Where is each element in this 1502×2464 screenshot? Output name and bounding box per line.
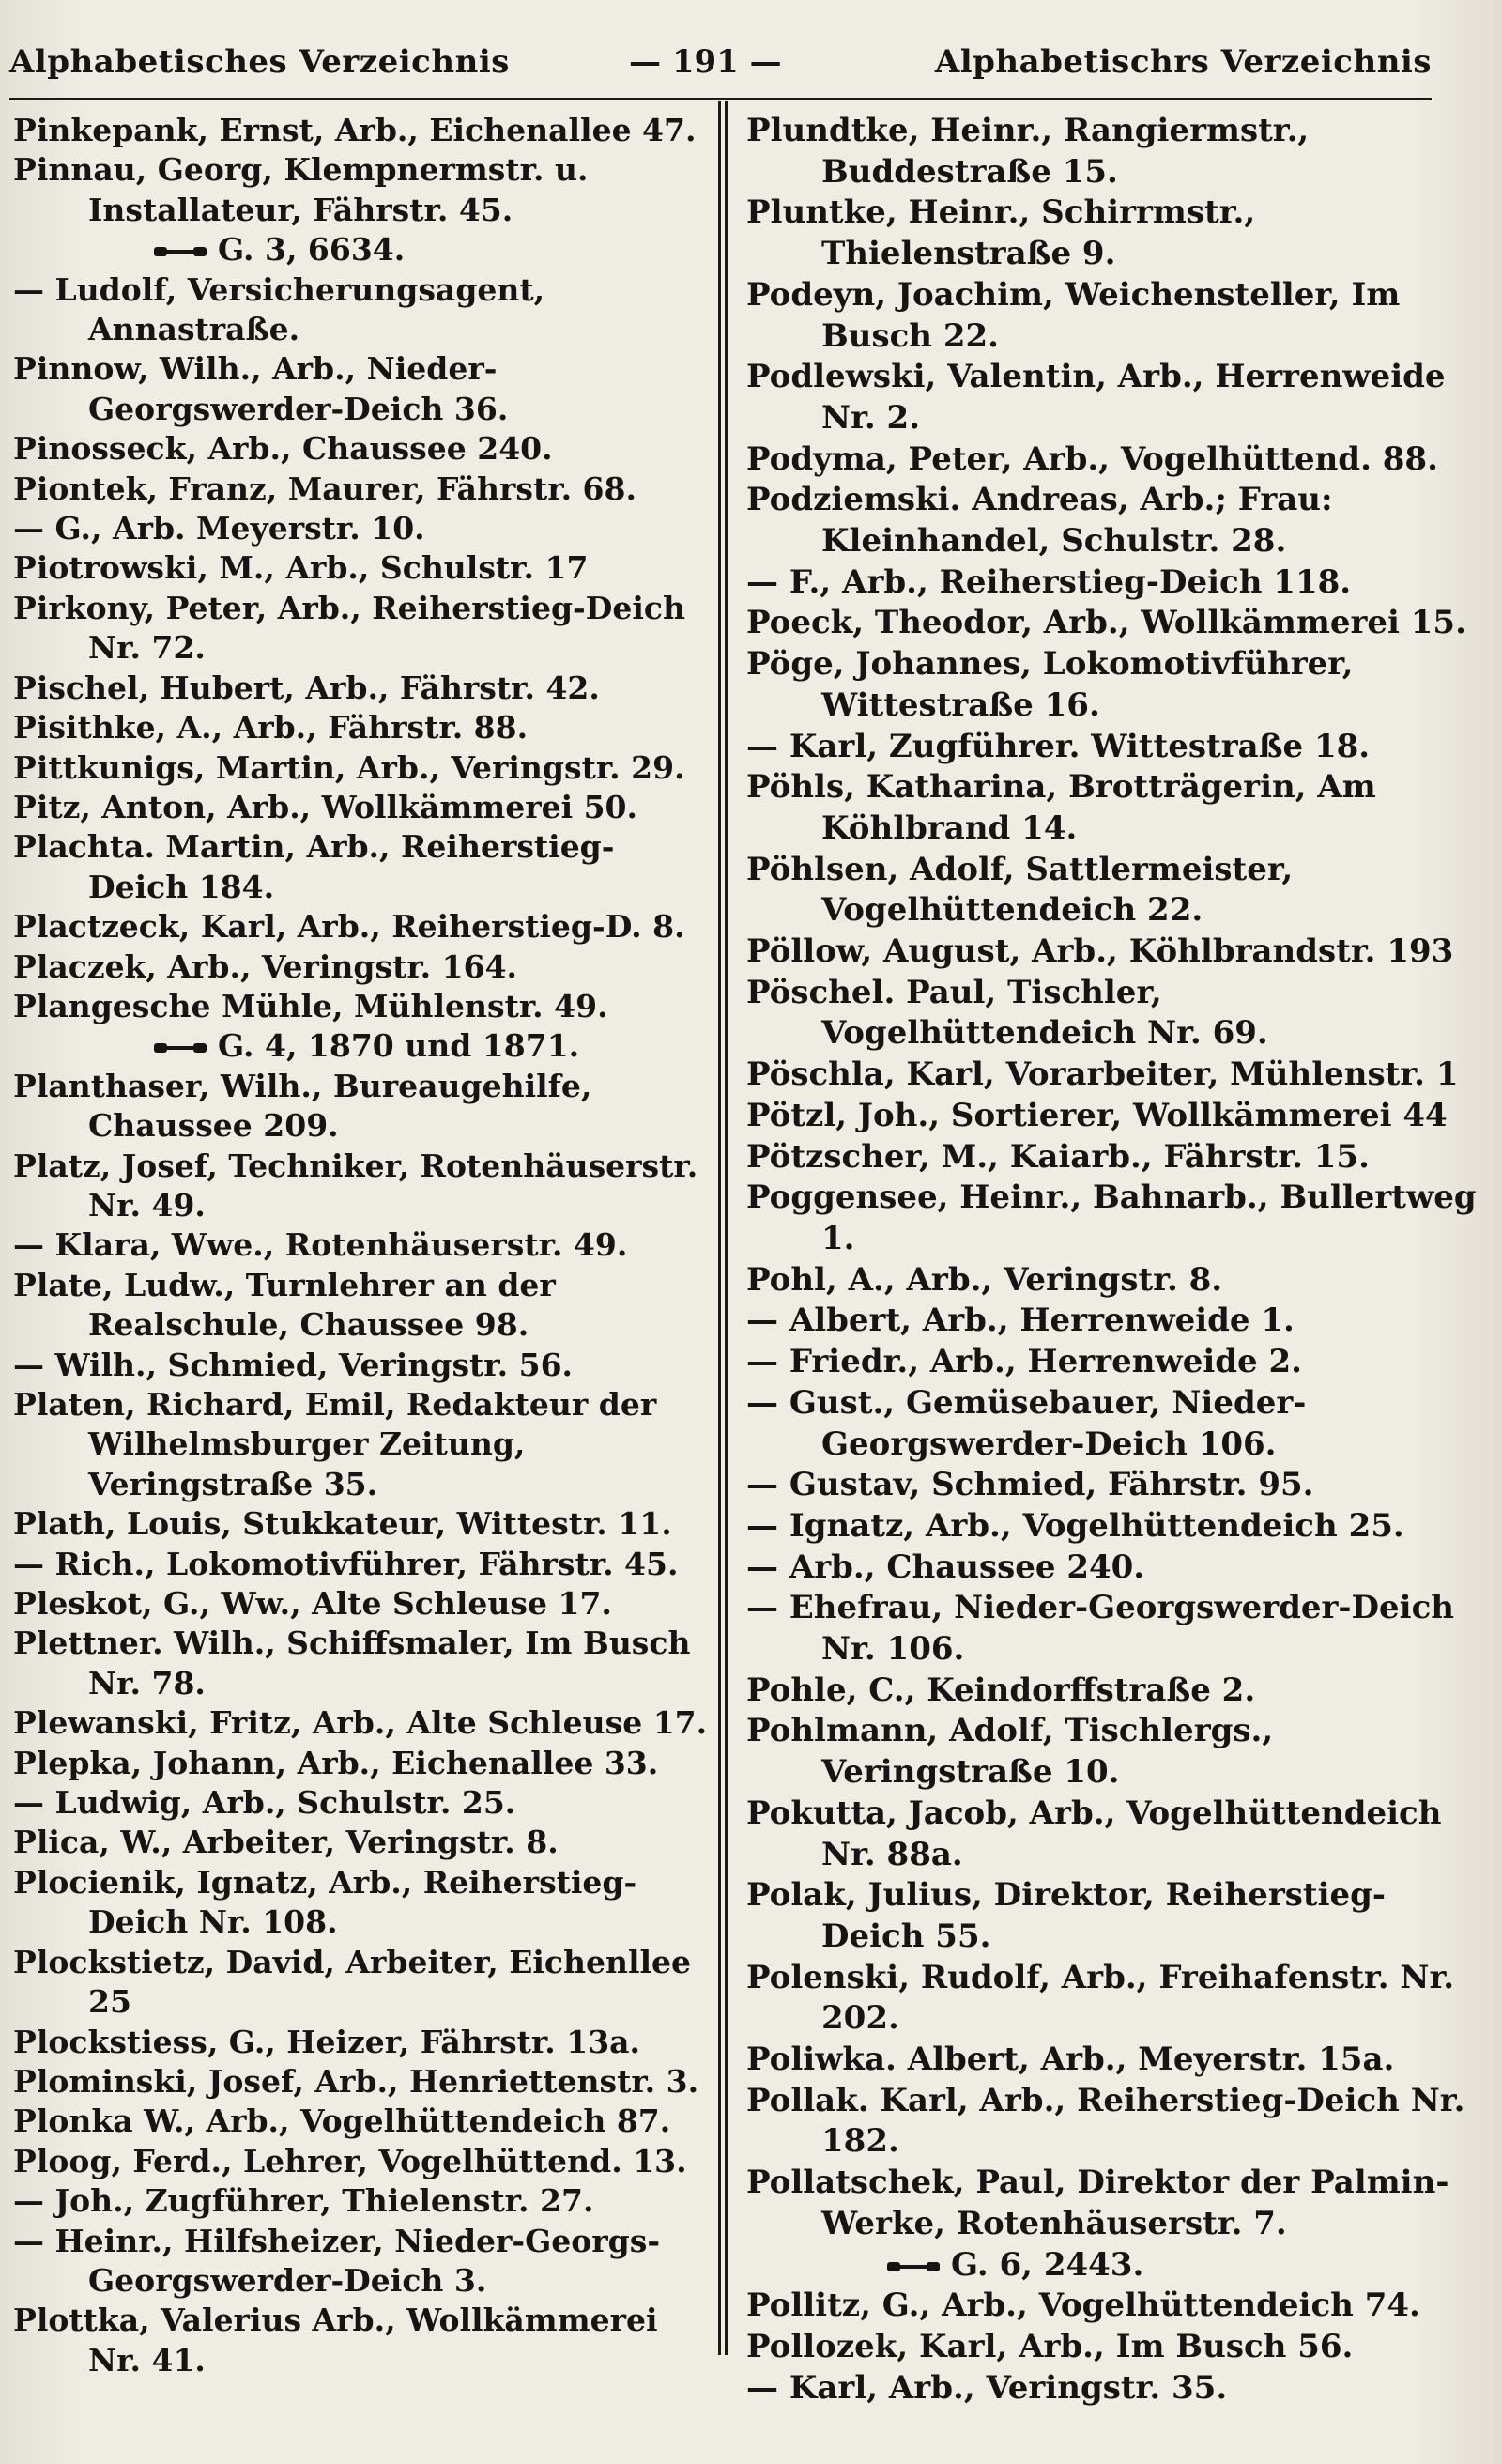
entry-text: Pohle, C., Keindorffstraße 2. [746,1671,1256,1709]
telephone-icon [887,2259,940,2274]
telephone-entry [13,230,708,270]
directory-entry [746,2286,1479,2327]
entry-text: — Ludolf, Versicherungsagent, Annastraße. [13,270,545,348]
entry-text: — Karl, Zugführer. Wittestraße 18. [746,727,1371,765]
directory-entry [746,973,1479,1055]
entry-text: — Klara, Wwe., Rotenhäuserstr. 49. [13,1226,628,1264]
directory-entry [746,1794,1479,1875]
directory-entry [13,1385,708,1504]
directory-entry [13,1147,708,1226]
entry-text: Pöschel. Paul, Tischler, Vogelhüttendeich Nr. 69. [746,973,1268,1053]
entry-text: — Ignatz, Arb., Vogelhüttendeich 25. [746,1506,1404,1545]
entry-text: Pinosseck, Arb., Chaussee 240. [13,430,553,468]
directory-entry [13,1823,708,1862]
directory-entry [13,947,708,987]
directory-entry [746,850,1479,932]
entry-text: Piontek, Franz, Maurer, Fährstr. 68. [13,470,636,507]
entry-text: — Joh., Zugführer, Thielenstr. 27. [13,2182,594,2220]
directory-entry [13,827,708,907]
entry-text: Pinkepank, Ernst, Arb., Eichenallee 47. [13,112,697,148]
telephone-entry [13,1026,708,1066]
entry-text: Pittkunigs, Martin, Arb., Veringstr. 29. [13,748,685,786]
entry-text: Pirkony, Peter, Arb., Reiherstieg-Deich Nr. 72. [13,589,685,667]
directory-entry [13,788,708,827]
directory-entry [13,748,708,788]
directory-entry [746,111,1479,192]
directory-entry [746,1096,1479,1137]
entry-text: Plate, Ludw., Turnlehrer an der Realschule, Chaussee 98. [13,1266,556,1344]
entry-text: Plominski, Josef, Arb., Henriettenstr. 3. [13,2062,699,2100]
entry-text: G. 6, 2443. [951,2245,1144,2284]
entry-text: Plockstiess, G., Heizer, Fährstr. 13a. [13,2023,641,2060]
entry-text: Poggensee, Heinr., Bahnarb., Bullertweg 1. [746,1178,1477,1257]
directory-entry [13,429,708,469]
entry-text: Plottka, Valerius Arb., Wollkämmerei Nr. 41. [13,2302,658,2379]
telephone-entry [746,2245,1479,2287]
entry-text: Polenski, Rudolf, Arb., Freihafenstr. Nr. 202. [746,1958,1455,2038]
entry-text: Pinnau, Georg, Klempnermstr. u. Installateur, Fährstr. 45. [13,151,589,228]
directory-entry [746,1465,1479,1506]
entry-text: Plactzeck, Karl, Arb., Reiherstieg-D. 8. [13,908,685,946]
directory-entry [13,548,708,588]
directory-entry [746,2163,1479,2244]
directory-entry [13,1504,708,1544]
directory-entry [746,1671,1479,1712]
directory-entry [13,1584,708,1624]
entry-text: Planthaser, Wilh., Bureaugehilfe, Chaussee 209. [13,1067,592,1145]
entry-text: Polak, Julius, Direktor, Reiherstieg-Deich 55. [746,1876,1387,1955]
directory-entry [13,470,708,509]
entry-text: G. 4, 1870 und 1871. [218,1027,580,1065]
entry-text: Pinnow, Wilh., Arb., Nieder-Georgswerder-Deich 36. [13,350,509,427]
entry-text: — Wilh., Schmied, Veringstr. 56. [13,1346,574,1383]
entry-text: — Gust., Gemüsebauer, Nieder-Georgswerder-Deich 106. [746,1383,1307,1463]
entry-text: Pischel, Hubert, Arb., Fährstr. 42. [13,669,600,706]
entry-text: Pöllow, August, Arb., Köhlbrandstr. 193 [746,932,1454,971]
directory-entry [746,1548,1479,1589]
left-column [13,111,708,2380]
directory-entry [13,1744,708,1783]
directory-entry [746,1137,1479,1178]
entry-text: Plachta. Martin, Arb., Reiherstieg-Deich 184. [13,828,615,905]
directory-entry [13,2102,708,2141]
directory-entry [13,907,708,947]
entry-text: Plettner. Wilh., Schiffsmaler, Im Busch Nr. 78. [13,1625,691,1702]
directory-entry [13,2222,708,2302]
directory-entry [746,1588,1479,1670]
entry-text: Ploog, Ferd., Lehrer, Vogelhüttend. 13. [13,2142,687,2179]
header-right-title: Alphabetischrs Verzeichnis [934,43,1432,81]
entry-text: — Arb., Chaussee 240. [746,1548,1145,1586]
entry-text: Pokutta, Jacob, Arb., Vogelhüttendeich Nr. 88a. [746,1794,1442,1873]
directory-entry [746,1342,1479,1383]
entry-text: Pohl, A., Arb., Veringstr. 8. [746,1260,1223,1299]
entry-text: Pollitz, G., Arb., Vogelhüttendeich 74. [746,2287,1420,2325]
directory-entry [746,562,1479,604]
entry-text: — Friedr., Arb., Herrenweide 2. [746,1343,1302,1381]
directory-entry [746,2040,1479,2081]
entry-text: Podyma, Peter, Arb., Vogelhüttend. 88. [746,439,1438,478]
directory-entry [746,357,1479,439]
directory-entry [746,1055,1479,1096]
directory-entry [13,1545,708,1584]
directory-entry [13,1067,708,1147]
directory-entry [13,270,708,350]
directory-entry [746,1875,1479,1957]
entry-text: Pitz, Anton, Arb., Wollkämmerei 50. [13,788,638,825]
entry-text: — F., Arb., Reiherstieg-Deich 118. [746,562,1352,601]
entry-text: Plonka W., Arb., Vogelhüttendeich 87. [13,2102,671,2140]
entry-text: — Ehefrau, Nieder-Georgswerder-Deich Nr. 106. [746,1589,1454,1669]
entry-text: — Karl, Arb., Veringstr. 35. [746,2368,1228,2407]
header-left-title: Alphabetisches Verzeichnis [9,43,510,81]
entry-text: Pötzscher, M., Kaiarb., Fährstr. 15. [746,1137,1370,1176]
directory-entry [13,509,708,548]
entry-text: Pollatschek, Paul, Direktor der Palmin-Werke, Rotenhäuserstr. 7. [746,2164,1449,2242]
entry-text: Piotrowski, M., Arb., Schulstr. 17 [13,549,589,587]
entry-text: Platz, Josef, Techniker, Rotenhäuserstr. Nr. 49. [13,1147,698,1224]
directory-entry [13,589,708,669]
entry-text: Podziemski. Andreas, Arb.; Frau: Kleinhandel, Schulstr. 28. [746,481,1333,561]
directory-entry [746,439,1479,481]
entry-text: Plewanski, Fritz, Arb., Alte Schleuse 17. [13,1704,708,1742]
page-number: — 191 — [629,43,782,81]
entry-text: Pollozek, Karl, Arb., Im Busch 56. [746,2327,1354,2365]
directory-entry [746,1260,1479,1301]
entry-text: — Rich., Lokomotivführer, Fährstr. 45. [13,1545,679,1582]
directory-entry [13,1943,708,2023]
entry-text: — Gustav, Schmied, Fährstr. 95. [746,1466,1314,1504]
entry-text: Poeck, Theodor, Arb., Wollkämmerei 15. [746,604,1466,642]
entry-text: Plath, Louis, Stukkateur, Wittestr. 11. [13,1505,672,1543]
entry-text: Pollak. Karl, Arb., Reiherstieg-Deich Nr. 182. [746,2081,1465,2161]
directory-entry [13,669,708,708]
entry-text: — Ludwig, Arb., Schulstr. 25. [13,1784,516,1822]
entry-text: Pisithke, A., Arb., Fährstr. 88. [13,709,529,747]
entry-text: Pöschla, Karl, Vorarbeiter, Mühlenstr. 1 [746,1055,1459,1094]
entry-text: Plundtke, Heinr., Rangiermstr., Buddestraße 15. [746,112,1310,191]
entry-text: Platen, Richard, Emil, Redakteur der Wilhelmsburger Zeitung, Veringstraße 35. [13,1386,657,1502]
entry-text: Pöge, Johannes, Lokomotivführer, Wittestraße 16. [746,645,1354,724]
entry-text: Pohlmann, Adolf, Tischlergs., Veringstraße 10. [746,1712,1274,1792]
entry-text: G. 3, 6634. [218,231,406,269]
directory-entry [13,111,708,150]
entry-text: Plangesche Mühle, Mühlenstr. 49. [13,987,608,1024]
directory-entry [746,1958,1479,2040]
directory-entry [746,1383,1479,1465]
entry-text: Pluntke, Heinr., Schirrmstr., Thielenstraße 9. [746,193,1256,273]
directory-entry [746,932,1479,973]
telephone-icon [154,1040,207,1055]
directory-entry [13,349,708,429]
directory-entry [13,1863,708,1943]
entry-text: Pöhlsen, Adolf, Sattlermeister, Vogelhüttendeich 22. [746,850,1294,930]
directory-entry [13,708,708,747]
directory-entry [13,2023,708,2062]
directory-entry [13,1624,708,1703]
directory-entry [746,2327,1479,2368]
directory-entry [746,1506,1479,1548]
directory-entry [13,1266,708,1346]
directory-entry [13,2062,708,2102]
directory-entry [13,2142,708,2181]
entry-text: Plockstietz, David, Arbeiter, Eichenllee 25 [13,1943,692,2021]
directory-entry [746,644,1479,726]
entry-text: Plica, W., Arbeiter, Veringstr. 8. [13,1824,559,1861]
entry-text: Poliwka. Albert, Arb., Meyerstr. 15a. [746,2040,1395,2079]
directory-entry [13,1783,708,1823]
directory-entry [746,192,1479,274]
entry-text: Podlewski, Valentin, Arb., Herrenweide Nr. 2. [746,358,1446,437]
entry-text: Plepka, Johann, Arb., Eichenallee 33. [13,1744,659,1781]
right-column [746,111,1479,2409]
directory-entry [13,1225,708,1265]
entry-text: Pleskot, G., Ww., Alte Schleuse 17. [13,1585,612,1623]
directory-entry [746,2368,1479,2410]
directory-entry [746,2081,1479,2163]
directory-entry [13,987,708,1026]
directory-entry [13,1703,708,1743]
header-rule [9,98,1432,100]
directory-entry [13,2301,708,2380]
directory-entry [746,1301,1479,1342]
entry-text: Pöhls, Katharina, Brotträgerin, Am Köhlbrand 14. [746,768,1376,847]
directory-entry [746,275,1479,357]
entry-text: — Heinr., Hilfsheizer, Nieder-Georgs-Georgswerder-Deich 3. [13,2222,661,2299]
directory-entry [746,727,1479,768]
telephone-icon [154,244,207,259]
directory-entry [746,1178,1479,1259]
entry-text: Placzek, Arb., Veringstr. 164. [13,947,518,985]
directory-entry [13,1346,708,1385]
entry-text: — Albert, Arb., Herrenweide 1. [746,1301,1295,1340]
directory-entry [746,480,1479,562]
directory-entry [746,767,1479,849]
entry-text: — G., Arb. Meyerstr. 10. [13,510,425,547]
entry-text: Pötzl, Joh., Sortierer, Wollkämmerei 44 [746,1096,1448,1134]
directory-entry [746,1711,1479,1793]
directory-entry [13,150,708,230]
entry-text: Podeyn, Joachim, Weichensteller, Im Busch 22. [746,275,1401,355]
page-header [9,43,1432,98]
column-divider [718,101,728,2355]
directory-entry [13,2181,708,2221]
entry-text: Plocienik, Ignatz, Arb., Reiherstieg-Deich Nr. 108. [13,1863,637,1941]
directory-entry [746,603,1479,644]
